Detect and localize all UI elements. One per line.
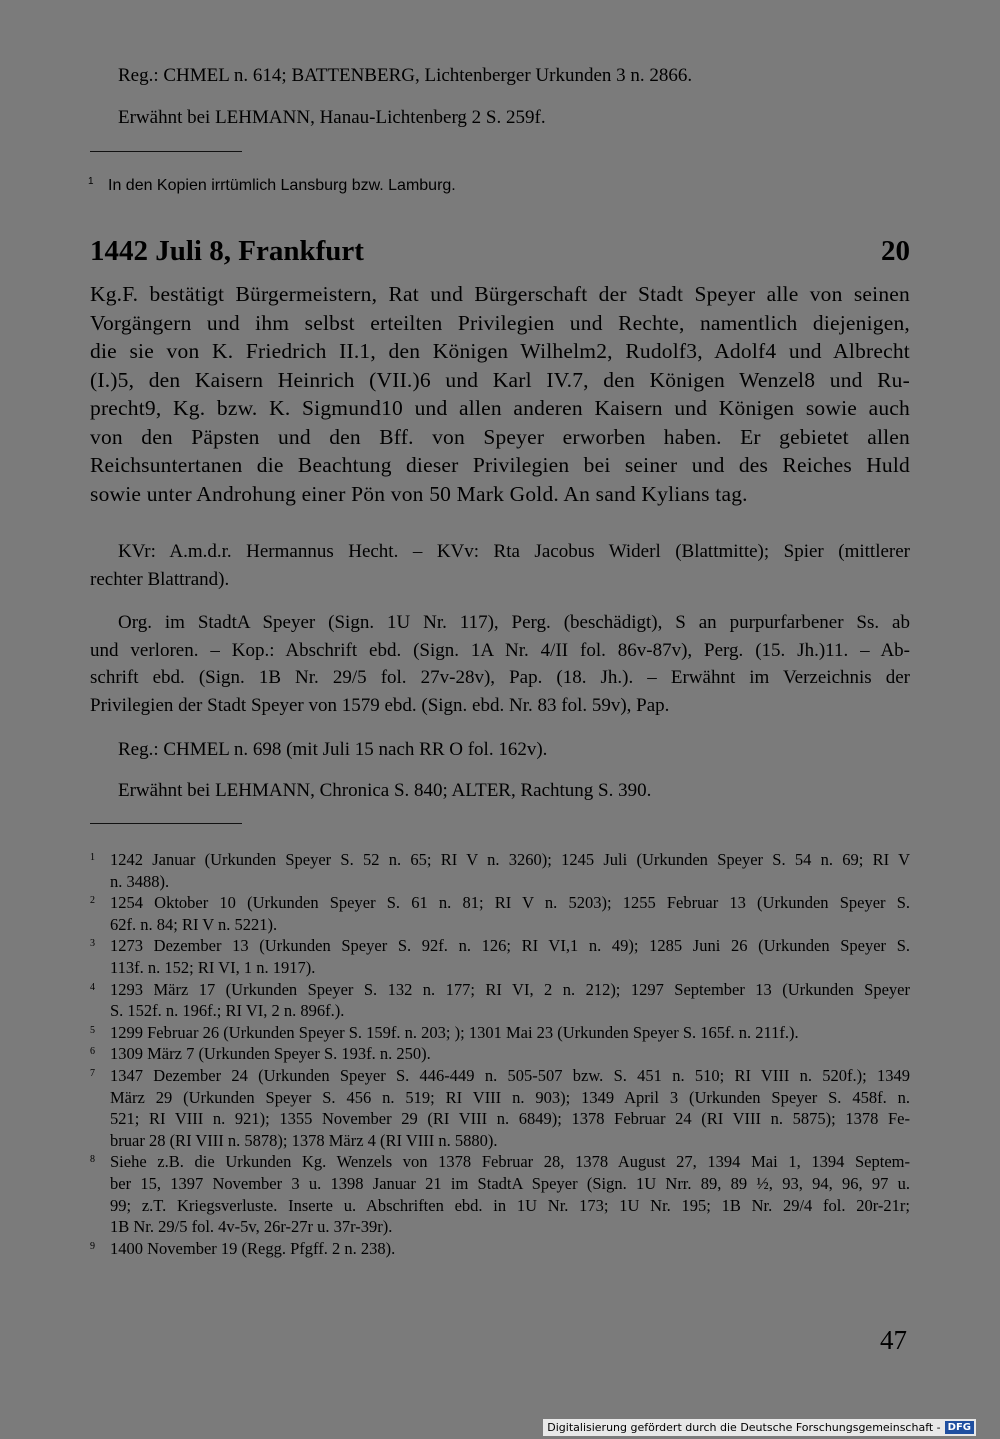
footnote-line: 113f. n. 152; RI VI, 1 n. 1917). [110,957,316,977]
org-line: und verloren. – Kop.: Abschrift ebd. (Sign. 1A Nr. 4/II fol. 86v-87v), Perg. (15. Jh.)11. – Ab- [90,639,910,661]
regest-heading [90,231,910,271]
footnote-line: 1400 November 19 (Regg. Pfgff. 2 n. 238). [110,1238,396,1258]
kv-line: rechter Blattrand). [90,568,230,590]
footnote-line: 1309 März 7 (Urkunden Speyer S. 193f. n. 250). [110,1044,431,1064]
body-line: Kg.F. bestätigt Bürgermeistern, Rat und Bürgerschaft der Stadt Speyer alle von seinen [90,282,910,306]
footnote-item [90,979,910,1022]
footnote-line: 1254 Oktober 10 (Urkunden Speyer S. 61 n. 81; RI V n. 5203); 1255 Februar 13 (Urkunden Speyer S. [110,893,910,913]
footnote-number: 5 [90,1024,95,1036]
footnote-line: 1242 Januar (Urkunden Speyer S. 52 n. 65; RI V n. 3260); 1245 Juli (Urkunden Speyer S. 54 n. 69; RI V [110,850,910,869]
footnote-number: 9 [90,1240,95,1252]
footnote-item [90,1022,910,1044]
footnote-item [90,1065,910,1151]
footnote-item [90,892,910,935]
org-line: Org. im StadtA Speyer (Sign. 1U Nr. 117), Perg. (beschädigt), S an purpurfarbener Ss. ab [118,612,910,633]
footnote-number: 1 [90,852,95,863]
org-line: Privilegien der Stadt Speyer von 1579 ebd. (Sign. ebd. Nr. 83 fol. 59v), Pap. [90,694,670,716]
regest-body [90,280,910,508]
footnote-item [90,1043,910,1065]
footnote-item [90,1151,910,1237]
footnote-line: 1347 Dezember 24 (Urkunden Speyer S. 446-449 n. 505-507 bzw. S. 451 n. 510; RI VIII n. 520f.); 1349 [110,1065,910,1085]
footnote-number: 7 [90,1067,95,1079]
dfg-footer [543,1419,976,1436]
body-line: die sie von K. Friedrich II.1, den Königen Wilhelm2, Rudolf3, Adolf4 und Albrecht [90,339,910,363]
body-line: precht9, Kg. bzw. K. Sigmund10 und allen anderen Kaisern und Königen sowie auch [90,396,910,420]
footnote-number: 8 [90,1154,95,1166]
ueberlieferung [90,609,910,719]
reg-line-2: Reg.: CHMEL n. 698 (mit Juli 15 nach RR O fol. 162v). [118,739,548,760]
erwaehnt-line-2: Erwähnt bei LEHMANN, Chronica S. 840; ALTER, Rachtung S. 390. [118,780,652,801]
kv-line: KVr: A.m.d.r. Hermannus Hecht. – KVv: Rta Jacobus Widerl (Blattmitte); Spier (mittlerer [118,541,910,562]
footnote-line: 62f. n. 84; RI V n. 5221). [110,914,278,934]
footnote-line: S. 152f. n. 196f.; RI VI, 2 n. 896f.). [110,1001,345,1021]
footnote-number: 3 [90,938,95,950]
reg-line: Reg.: CHMEL n. 614; BATTENBERG, Lichtenberger Urkunden 3 n. 2866. [118,65,693,86]
footnote-list [90,849,910,1259]
footnote-rule-bottom [90,823,242,824]
footnote-item [90,1238,910,1260]
footnote-line: 1B Nr. 29/5 fol. 4v-5v, 26r-27r u. 37r-39r). [110,1217,393,1237]
footnote-number: 6 [90,1046,95,1058]
footnote-line: Siehe z.B. die Urkunden Kg. Wenzels von 1378 Februar 28, 1378 August 27, 1394 Mai 1, 1394 Septem- [110,1152,910,1172]
footnote-line: 99; z.T. Kriegsverluste. Inserte u. Abschriften ebd. in 1U Nr. 173; 1U Nr. 195; 1B Nr. 29/4 fol. 20r-21r; [110,1195,910,1215]
footnote-rule-top [90,151,242,152]
body-line: von den Päpsten und den Bff. von Speyer erworben haben. Er gebietet allen [90,424,910,449]
footnote-line: März 29 (Urkunden Speyer S. 456 n. 519; RI VIII n. 903); 1349 April 3 (Urkunden Speyer S. 458f. n. [110,1087,910,1107]
footnote-item [90,849,910,892]
page-number: 47 [880,1325,907,1355]
body-line: Vorgängern und ihm selbst erteilten Privilegien und Rechte, namentlich diejenigen, [90,310,910,335]
footnote-line: 521; RI VIII n. 921); 1355 November 29 (RI VIII n. 6849); 1378 Februar 24 (RI VIII n. 5875); 1378 Fe- [110,1109,910,1129]
regest-date-place: 1442 Juli 8, Frankfurt [90,235,364,267]
footnote-number: 2 [90,895,95,907]
footnote-number: 4 [90,981,95,993]
footnote-line: 1273 Dezember 13 (Urkunden Speyer S. 92f. n. 126; RI VI,1 n. 49); 1285 Juni 26 (Urkunden Speyer S. [110,936,910,956]
erwaehnt-line: Erwähnt bei LEHMANN, Hanau-Lichtenberg 2 S. 259f. [118,107,546,128]
org-line: schrift ebd. (Sign. 1B Nr. 29/5 fol. 27v-28v), Pap. (18. Jh.). – Erwähnt im Verzeichnis der [90,667,910,688]
footnote-item [90,935,910,978]
body-line: Reichsuntertanen die Beachtung dieser Privilegien bei seiner und des Reiches Huld [90,453,910,477]
body-line: (I.)5, den Kaisern Heinrich (VII.)6 und Karl IV.7, den Königen Wenzel8 und Ru- [90,367,910,392]
footnote-line: n. 3488). [110,871,170,891]
footnote-line: ber 15, 1397 November 3 u. 1398 Januar 21 im StadtA Speyer (Sign. 1U Nrr. 89, 89 ½, 93, 94, 96, 97 u. [110,1173,910,1193]
kanzleivermerk [90,538,910,593]
footnote-line: bruar 28 (RI VIII n. 5878); 1378 März 4 (RI VIII n. 5880). [110,1130,498,1150]
footnote-top-number: 1 [88,176,94,187]
footnote-top-text: In den Kopien irrtümlich Lansburg bzw. Lamburg. [108,177,456,194]
footnote-line: 1299 Februar 26 (Urkunden Speyer S. 159f. n. 203; ); 1301 Mai 23 (Urkunden Speyer S. 165f. n. 211f.). [110,1022,799,1042]
footer-text: Digitalisierung gefördert durch die Deutsche Forschungsgemeinschaft - [547,1421,941,1434]
footnote-line: 1293 März 17 (Urkunden Speyer S. 132 n. 177; RI VI, 2 n. 212); 1297 September 13 (Urkunden Speyer [110,979,910,999]
dfg-logo-icon: DFG [945,1421,974,1434]
body-line: sowie unter Androhung einer Pön von 50 Mark Gold. An sand Kylians tag. [90,481,748,506]
regest-number: 20 [881,235,910,267]
